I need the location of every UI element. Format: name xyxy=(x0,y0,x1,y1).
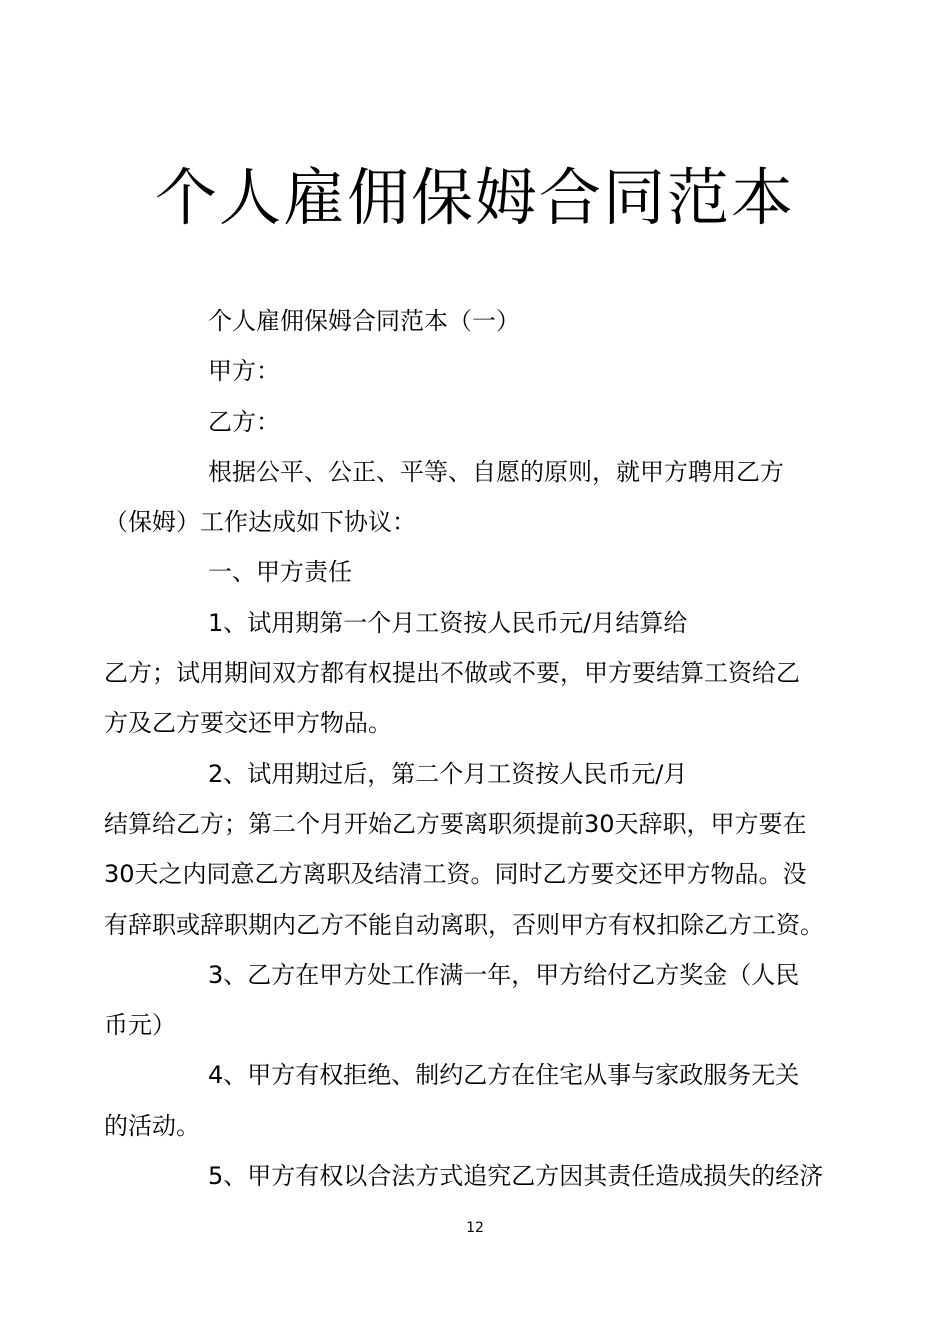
section-heading: 一、甲方责任 xyxy=(208,558,352,587)
paragraph-heading-line: 个人雇佣保姆合同范本（一） xyxy=(208,307,520,335)
preamble-line-1: 根据公平、公正、平等、自愿的原则，就甲方聘用乙方 xyxy=(208,457,784,486)
document-body xyxy=(104,296,864,1201)
party-b-line: 乙方： xyxy=(208,407,280,436)
clause-1-line-3: 方及乙方要交还甲方物品。 xyxy=(104,709,392,738)
clause-3-line-1: 3、乙方在甲方处工作满一年，甲方给付乙方奖金（人民 xyxy=(208,960,800,989)
clause-2-line-1: 2、试用期过后，第二个月工资按人民币元/月 xyxy=(208,759,688,788)
clause-2-line-2: 结算给乙方；第二个月开始乙方要离职须提前30天辞职，甲方要在 xyxy=(104,809,807,838)
clause-1-line-2: 乙方；试用期间双方都有权提出不做或不要，甲方要结算工资给乙 xyxy=(104,659,800,688)
clause-1-line-1: 1、试用期第一个月工资按人民币元/月结算给 xyxy=(208,608,688,637)
document-title: 个人雇佣保姆合同范本 xyxy=(154,161,795,234)
clause-4-line-1: 4、甲方有权拒绝、制约乙方在住宅从事与家政服务无关 xyxy=(208,1061,800,1090)
clause-2-line-3: 30天之内同意乙方离职及结清工资。同时乙方要交还甲方物品。没 xyxy=(104,860,807,889)
clause-2-line-4: 有辞职或辞职期内乙方不能自动离职，否则甲方有权扣除乙方工资。 xyxy=(104,910,824,939)
clause-4-line-2: 的活动。 xyxy=(104,1111,200,1140)
clause-5-line-1: 5、甲方有权以合法方式追究乙方因其责任造成损失的经济 xyxy=(208,1162,824,1191)
preamble-line-2: （保姆）工作达成如下协议： xyxy=(104,508,416,537)
page-number: 12 xyxy=(466,1220,484,1236)
clause-3-line-2: 币元） xyxy=(104,1011,176,1040)
party-a-line: 甲方： xyxy=(208,357,280,386)
